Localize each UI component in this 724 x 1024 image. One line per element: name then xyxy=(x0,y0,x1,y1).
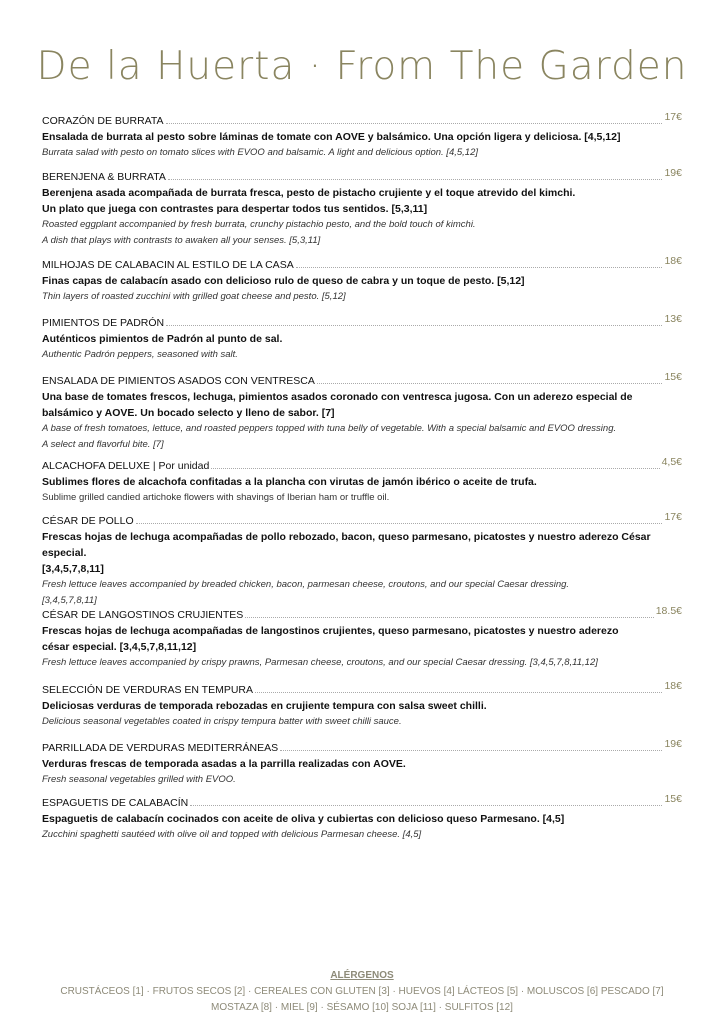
allergens-title: ALÉRGENOS xyxy=(330,970,394,981)
description-line: Ensalada de burrata al pesto sobre láminas de tomate con AOVE y balsámico. Una opción ligera y deliciosa. [4,5,12] xyxy=(42,131,621,143)
description-line: Zucchini spaghetti sautéed with olive oil and topped with delicious Parmesan cheese. [4,5] xyxy=(42,829,422,840)
description-line: Delicious seasonal vegetables coated in crispy tempura batter with sweet chilli sauce. xyxy=(42,716,402,727)
dish-price: 15€ xyxy=(664,371,682,383)
dish-name: PIMIENTOS DE PADRÓN xyxy=(42,317,165,329)
dish-description-en xyxy=(42,145,682,161)
dot-leader xyxy=(296,267,663,268)
page-title: De la Huerta · From The Garden xyxy=(36,44,688,89)
menu-item xyxy=(42,113,682,161)
dot-leader xyxy=(280,750,662,751)
dish-description-es xyxy=(42,529,682,577)
dish-price: 13€ xyxy=(664,313,682,325)
menu-item-header xyxy=(42,458,682,472)
menu-item xyxy=(42,682,682,730)
description-line: balsámico y AOVE. Un bocado selecto y lleno de sabor. [7] xyxy=(42,407,335,419)
description-line: Deliciosas verduras de temporada rebozadas en crujiente tempura con salsa sweet chilli. xyxy=(42,700,487,712)
menu-item-header xyxy=(42,315,682,329)
description-line: Frescas hojas de lechuga acompañadas de langostinos crujientes, queso parmesano, picatostes y nuestro aderezo xyxy=(42,625,619,637)
dot-leader xyxy=(211,468,659,469)
dish-description-en xyxy=(42,217,682,249)
menu-item xyxy=(42,513,682,609)
dish-name: SELECCIÓN DE VERDURAS EN TEMPURA xyxy=(42,684,254,696)
dish-price: 15€ xyxy=(664,793,682,805)
description-line: Sublime grilled candied artichoke flowers with shavings of Iberian ham or truffle oil. xyxy=(42,492,390,503)
dish-name: CORAZÓN DE BURRATA xyxy=(42,115,164,127)
dot-leader xyxy=(166,325,662,326)
menu-item xyxy=(42,315,682,363)
dish-description-en xyxy=(42,421,682,453)
description-line: Espaguetis de calabacín cocinados con aceite de oliva y cubiertas con delicioso queso Parmesano. [4,5] xyxy=(42,813,565,825)
menu-item xyxy=(42,607,682,671)
menu-item xyxy=(42,795,682,843)
dot-leader xyxy=(190,805,662,806)
dish-description-en xyxy=(42,577,682,609)
dish-price: 18€ xyxy=(664,680,682,692)
dish-price: 4,5€ xyxy=(661,456,682,468)
description-line: Berenjena asada acompañada de burrata fresca, pesto de pistacho crujiente y el toque atrevido del kimchi. xyxy=(42,187,576,199)
dish-name: CÉSAR DE POLLO xyxy=(42,515,134,527)
dish-price: 18.5€ xyxy=(655,605,682,617)
description-line: Frescas hojas de lechuga acompañadas de pollo rebozado, bacon, queso parmesano, picatostes y nuestro aderezo César especial. xyxy=(42,531,651,559)
dish-name: PARRILLADA DE VERDURAS MEDITERRÁNEAS xyxy=(42,742,279,754)
dot-leader xyxy=(166,123,663,124)
menu-item xyxy=(42,169,682,249)
dot-leader xyxy=(136,523,663,524)
dish-name: MILHOJAS DE CALABACIN AL ESTILO DE LA CASA xyxy=(42,259,294,271)
dish-description-es xyxy=(42,811,682,827)
menu-item-header xyxy=(42,113,682,127)
dish-description-es xyxy=(42,273,682,289)
dish-price: 17€ xyxy=(664,511,682,523)
description-line: A base of fresh tomatoes, lettuce, and roasted peppers topped with tuna belly of vegetable. With a special balsamic and EVOO dressing. xyxy=(42,423,617,434)
dot-leader xyxy=(168,179,663,180)
dish-description-es xyxy=(42,623,682,655)
dish-name: ESPAGUETIS DE CALABACÍN xyxy=(42,797,189,809)
description-line: Roasted eggplant accompanied by fresh burrata, crunchy pistachio pesto, and the bold touch of kimchi. xyxy=(42,219,476,230)
dish-description-en xyxy=(42,714,682,730)
menu-item xyxy=(42,458,682,506)
description-line: Verduras frescas de temporada asadas a la parrilla realizadas con AOVE. xyxy=(42,758,406,770)
dish-description-en xyxy=(42,655,682,671)
menu-item-header xyxy=(42,682,682,696)
description-line: [3,4,5,7,8,11] xyxy=(42,595,97,606)
description-line: Sublimes flores de alcachofa confitadas a la plancha con virutas de jamón ibérico o aceite de trufa. xyxy=(42,476,537,488)
dish-name: CÉSAR DE LANGOSTINOS CRUJIENTES xyxy=(42,609,244,621)
dish-description-en xyxy=(42,772,682,788)
menu-item xyxy=(42,373,682,453)
dish-description-es xyxy=(42,756,682,772)
menu-item-header xyxy=(42,513,682,527)
description-line: A dish that plays with contrasts to awaken all your senses. [5,3,11] xyxy=(42,235,321,246)
menu-item xyxy=(42,257,682,305)
dish-description-en xyxy=(42,490,682,506)
dot-leader xyxy=(255,692,662,693)
menu-item-header xyxy=(42,740,682,754)
description-line: [3,4,5,7,8,11] xyxy=(42,563,104,575)
description-line: A select and flavorful bite. [7] xyxy=(42,439,164,450)
menu-item-header xyxy=(42,795,682,809)
description-line: Thin layers of roasted zucchini with grilled goat cheese and pesto. [5,12] xyxy=(42,291,346,302)
description-line: Authentic Padrón peppers, seasoned with salt. xyxy=(42,349,238,360)
menu-item-header xyxy=(42,169,682,183)
description-line: Un plato que juega con contrastes para despertar todos tus sentidos. [5,3,11] xyxy=(42,203,428,215)
allergens-line-2: MOSTAZA [8] · MIEL [9] · SÉSAMO [10] SOJA [11] · SULFITOS [12] xyxy=(211,1002,513,1013)
description-line: Fresh lettuce leaves accompanied by breaded chicken, bacon, parmesan cheese, croutons, and our special Caesar dressing. xyxy=(42,579,570,590)
dish-price: 19€ xyxy=(664,167,682,179)
dish-description-es xyxy=(42,331,682,347)
dish-price: 19€ xyxy=(664,738,682,750)
description-line: Finas capas de calabacín asado con delicioso rulo de queso de cabra y un toque de pesto. [5,12] xyxy=(42,275,525,287)
description-line: Burrata salad with pesto on tomato slices with EVOO and balsamic. A light and delicious option. [4,5,12] xyxy=(42,147,479,158)
allergens-section xyxy=(0,968,724,1016)
description-line: Fresh seasonal vegetables grilled with EVOO. xyxy=(42,774,236,785)
menu-item-header xyxy=(42,257,682,271)
dish-price: 17€ xyxy=(664,111,682,123)
dish-description-en xyxy=(42,289,682,305)
dish-description-es xyxy=(42,185,682,217)
dot-leader xyxy=(317,383,663,384)
dish-name: BERENJENA & BURRATA xyxy=(42,171,166,183)
dish-description-es xyxy=(42,129,682,145)
menu-item xyxy=(42,740,682,788)
dish-description-en xyxy=(42,827,682,843)
dish-description-es xyxy=(42,389,682,421)
menu-item-header xyxy=(42,607,682,621)
dot-leader xyxy=(245,617,653,618)
description-line: Fresh lettuce leaves accompanied by crispy prawns, Parmesan cheese, croutons, and our special Caesar dressing. [3,4,5,7,8,11,12] xyxy=(42,657,598,668)
dish-description-en xyxy=(42,347,682,363)
description-line: Auténticos pimientos de Padrón al punto de sal. xyxy=(42,333,283,345)
dish-name: ENSALADA DE PIMIENTOS ASADOS CON VENTRESCA xyxy=(42,375,315,387)
description-line: Una base de tomates frescos, lechuga, pimientos asados coronado con ventresca jugosa. Con un aderezo especial de xyxy=(42,391,633,403)
dish-name: ALCACHOFA DELUXE | Por unidad xyxy=(42,460,210,472)
dish-price: 18€ xyxy=(664,255,682,267)
dish-description-es xyxy=(42,698,682,714)
dish-description-es xyxy=(42,474,682,490)
description-line: césar especial. [3,4,5,7,8,11,12] xyxy=(42,641,197,653)
menu-item-header xyxy=(42,373,682,387)
allergens-line-1: CRUSTÁCEOS [1] · FRUTOS SECOS [2] · CEREALES CON GLUTEN [3] · HUEVOS [4] LÁCTEOS [5] · MOLUSCOS [6] PESCADO [7] xyxy=(60,986,664,997)
